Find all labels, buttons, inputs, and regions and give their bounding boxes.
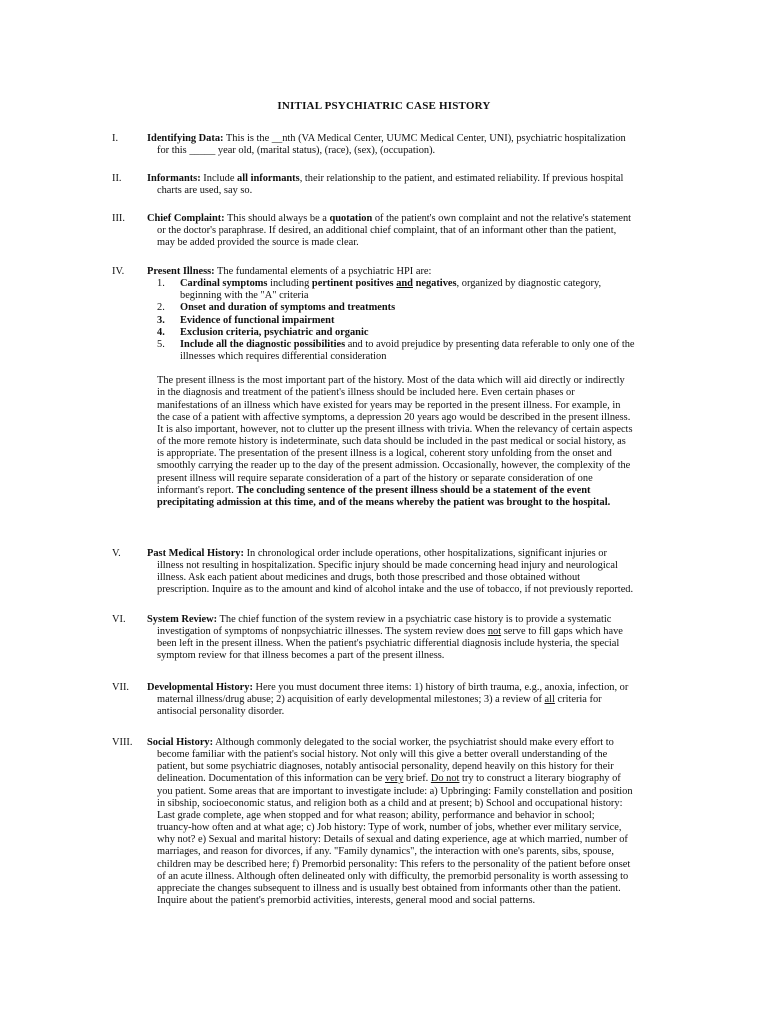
hpi-elements-list [157, 278, 680, 363]
section-line: Chief Complaint: This should always be a quotation of the patient's own complaint and not the relative's statement [147, 213, 632, 224]
section-line: Developmental History: Here you must document three items: 1) history of birth trauma, e.g., anoxia, infection, or [147, 682, 629, 693]
section-identifying-data: I. Identifying Data: This is the __nth (VA Medical Center, UUMC Medical Center, UNI), psychiatric hospitalization for this _____ year old, (marital status), (race), (sex), (occupation). [112, 133, 680, 157]
list-item: 1. Cardinal symptoms including pertinent positives and negatives, organized by diagnostic category, beginning with the "A" criteria [157, 278, 602, 302]
section-line: Identifying Data: This is the __nth (VA Medical Center, UUMC Medical Center, UNI), psychiatric hospitalization [147, 133, 626, 144]
list-item: 2. Onset and duration of symptoms and treatments [157, 302, 396, 314]
section-number: I. [112, 133, 119, 144]
section-social-history: VIII. Social History: Although commonly delegated to the social worker, the psychiatrist should make every effort to become familiar with the patient's social history. Not only will this give a better overall understanding of the patient, but some psychiatric diagnoses, notably antisocial personality, depend heavily on this history for their delineation. Documentation of this information can be very brief. Do not try to construct a literary biography of you patient. Some areas that are important to investigate include: a) Upbringing: Family constellation and position in sibship, socioeconomic status, and religion both as a child and at present; b) School and occupational history: Last grade complete, age when stopped and for what reason; ability, performance and behavior in school; truancy-how often and at what age; c) Job history: Type of work, number of jobs, whether ever military service, why not? e) Sexual and marital history: Details of sexual and dating experience, age at which married, number of marriages, and reason for divorces, if any. "Family dynamics", the interaction with one's parents, sibs, spouse, children may be described here; f) Premorbid personality: This refers to the personality of the patient before onset of an acute illness. Although often delineated only with difficulty, the premorbid personality is worth assessing to appreciate the changes subsequent to illness and is usually best obtained from informants other than the patient. Inquire about the patient's premorbid activities, interests, general mood and social patterns. [112, 737, 680, 907]
section-number: VIII. [112, 737, 133, 748]
section-line: System Review: The chief function of the system review in a psychiatric case history is to provide a systematic [147, 614, 612, 625]
section-number: IV. [112, 266, 125, 277]
section-heading: Developmental History: [147, 682, 253, 693]
present-illness-paragraph: The present illness is the most important part of the history. Most of the data which will aid directly or indirectly in the diagnosis and treatment of the patient's illness should be included here. Even certain phases or manifestations of an illness which have existed for years may be reported in the present illness. For example, in the case of a patient with affective symptoms, a depression 20 years ago would be described in the present illness. It is also important, however, not to clutter up the present illness with trivia. When the relevancy of certain aspects of the more remote history is indeterminate, such data should be included in the past medical or social history, as is appropriate. The presentation of the present illness is a logical, coherent story unfolding from the onset and smoothly carrying the reader up to the day of the present admission. Occasionally, however, the complexity of the present illness will require separate consideration of a part of the history or separate consideration of one informant's report. The concluding sentence of the present illness should be a statement of the event precipitating admission at this time, and of the means whereby the patient was brought to the hospital. [157, 375, 633, 508]
section-number: V. [112, 548, 121, 559]
section-past-medical-history: V. Past Medical History: In chronological order include operations, other hospitalizations, significant injuries or illness not resulting in hospitalization. Specific injury should be made concerning head injury and neurological illness. Ask each patient about medicines and drugs, both those prescribed and those obtained without prescription. Inquire as to the amount and kind of alcohol intake and the use of tobacco, if not previously reported. [112, 548, 680, 597]
section-chief-complaint: III. Chief Complaint: This should always be a quotation of the patient's own complaint and not the relative's statement or the doctor's paraphrase. If desired, an additional chief complaint, that of an informant other than the patient, may be added provided the source is made clear. [112, 213, 680, 249]
list-item: 3. Evidence of functional impairment [157, 314, 335, 326]
document-title: INITIAL PSYCHIATRIC CASE HISTORY [277, 100, 491, 112]
section-line: Social History: Although commonly delegated to the social worker, the psychiatrist should make every effort to [147, 737, 614, 748]
section-number: III. [112, 213, 125, 224]
section-heading: Social History: [147, 737, 214, 748]
section-number: II. [112, 173, 122, 184]
section-number: VI. [112, 614, 126, 625]
section-line: Past Medical History: In chronological order include operations, other hospitalizations, significant injuries or [147, 548, 607, 559]
section-heading: Present Illness: [147, 266, 215, 277]
section-line: Informants: Include all informants, their relationship to the patient, and estimated reliability. If previous hospital [147, 173, 624, 184]
section-system-review: VI. System Review: The chief function of the system review in a psychiatric case history is to provide a systematic investigation of symptoms of nonpsychiatric illnesses. The system review does not serve to fill gaps which have been left in the present illness. When the patient's psychiatric differential diagnosis include hysteria, the special symptom review for that illness becomes a part of the present illness. [112, 614, 680, 663]
section-present-illness [112, 266, 680, 509]
section-line: Present Illness: The fundamental elements of a psychiatric HPI are: [147, 266, 432, 277]
list-item: 5. Include all the diagnostic possibilities and to avoid prejudice by presenting data referable to only one of the illnesses which requires differential consideration [157, 338, 635, 363]
section-heading: Chief Complaint: [147, 213, 225, 224]
section-heading: Identifying Data: [147, 133, 224, 144]
section-heading: Past Medical History: [147, 548, 244, 559]
list-item: 4. Exclusion criteria, psychiatric and organic [157, 326, 369, 338]
section-informants: II. Informants: Include all informants, their relationship to the patient, and estimated reliability. If previous hospital charts are used, say so. [112, 173, 680, 197]
section-heading: Informants: [147, 173, 201, 184]
section-developmental-history: VII. Developmental History: Here you must document three items: 1) history of birth trauma, e.g., anoxia, infection, or maternal illness/drug abuse; 2) acquisition of early developmental milestones; 3) a review of all criteria for antisocial personality disorder. [112, 682, 680, 718]
section-number: VII. [112, 682, 130, 693]
section-heading: System Review: [147, 614, 218, 625]
